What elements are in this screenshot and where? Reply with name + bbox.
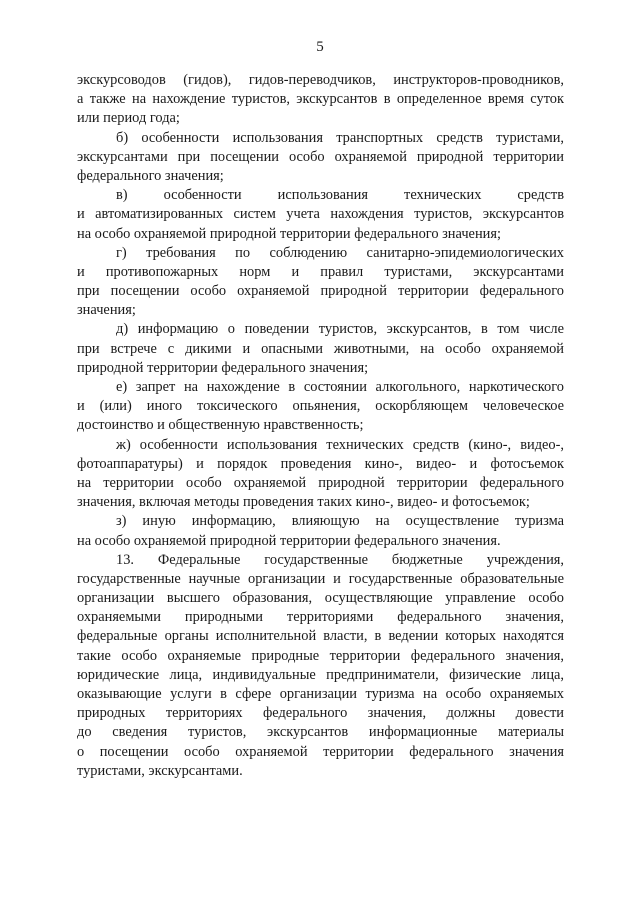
text-line: организации высшего образования, осуществляющие управление особо <box>77 590 564 607</box>
text-line: значения, включая методы проведения таких кино-, видео- и фотосъемок; <box>77 494 530 511</box>
text-line: фотоаппаратуры) и порядок проведения кино-, видео- и фотосъемок <box>77 455 564 472</box>
text-line: з) иную информацию, влияющую на осуществление туризма <box>116 513 564 530</box>
text-line: экскурсантами при посещении особо охраняемой природной территории <box>77 148 564 165</box>
text-line: на особо охраняемой природной территории федерального значения; <box>77 225 501 242</box>
text-line: на особо охраняемой природной территории федерального значения. <box>77 532 501 549</box>
text-line: г) требования по соблюдению санитарно-эпидемиологических <box>116 244 564 261</box>
text-line: достоинство и общественную нравственность; <box>77 417 364 434</box>
text-line: о посещении особо охраняемой территории федерального значения <box>77 743 564 760</box>
text-line: оказывающие услуги в сфере организации туризма на особо охраняемых <box>77 686 564 702</box>
text-line: при посещении особо охраняемой природной территории федерального <box>77 283 564 300</box>
text-line: ж) особенности использования технических средств (кино-, видео-, <box>116 436 564 453</box>
text-line: природной территории федерального значения; <box>77 359 369 376</box>
text-line: а также на нахождение туристов, экскурсантов в определенное время суток <box>77 91 564 108</box>
text-line: экскурсоводов (гидов), гидов-переводчиков, инструкторов-проводников, <box>77 72 564 88</box>
text-line: федерального значения; <box>77 167 224 184</box>
text-line: значения; <box>77 302 136 319</box>
text-line: юридические лица, индивидуальные предприниматели, физические лица, <box>77 666 564 683</box>
text-line: или период года; <box>77 110 180 127</box>
text-line: и противопожарных норм и правил туристами, экскурсантами <box>77 263 564 280</box>
text-line: на территории особо охраняемой природной территории федерального <box>77 474 564 491</box>
text-line: федеральные органы исполнительной власти, в ведении которых находятся <box>77 628 564 645</box>
text-line: и (или) иного токсического опьянения, оскорбляющем человеческое <box>77 398 564 415</box>
text-line: до сведения туристов, экскурсантов информационные материалы <box>77 724 564 741</box>
text-line: и автоматизированных систем учета нахождения туристов, экскурсантов <box>77 206 564 223</box>
text-line: е) запрет на нахождение в состоянии алкогольного, наркотического <box>116 379 564 395</box>
text-line: охраняемыми природными территориями федерального значения, <box>77 609 564 626</box>
text-line: при встрече с дикими и опасными животными, на особо охраняемой <box>77 340 564 357</box>
text-line: 13. Федеральные государственные бюджетные учреждения, <box>116 551 564 568</box>
text-line: д) информацию о поведении туристов, экскурсантов, в том числе <box>116 321 564 338</box>
text-line: такие особо охраняемые природные территории федерального значения, <box>77 647 564 664</box>
text-line: туристами, экскурсантами. <box>77 762 243 779</box>
text-line: в) особенности использования технических средств <box>116 187 564 204</box>
text-line: государственные научные организации и государственные образовательные <box>77 570 564 587</box>
text-line: природных территориях федерального значения, должны довести <box>77 705 564 722</box>
document-body <box>77 71 564 781</box>
page-number: 5 <box>316 39 324 55</box>
text-line: б) особенности использования транспортных средств туристами, <box>116 129 564 146</box>
